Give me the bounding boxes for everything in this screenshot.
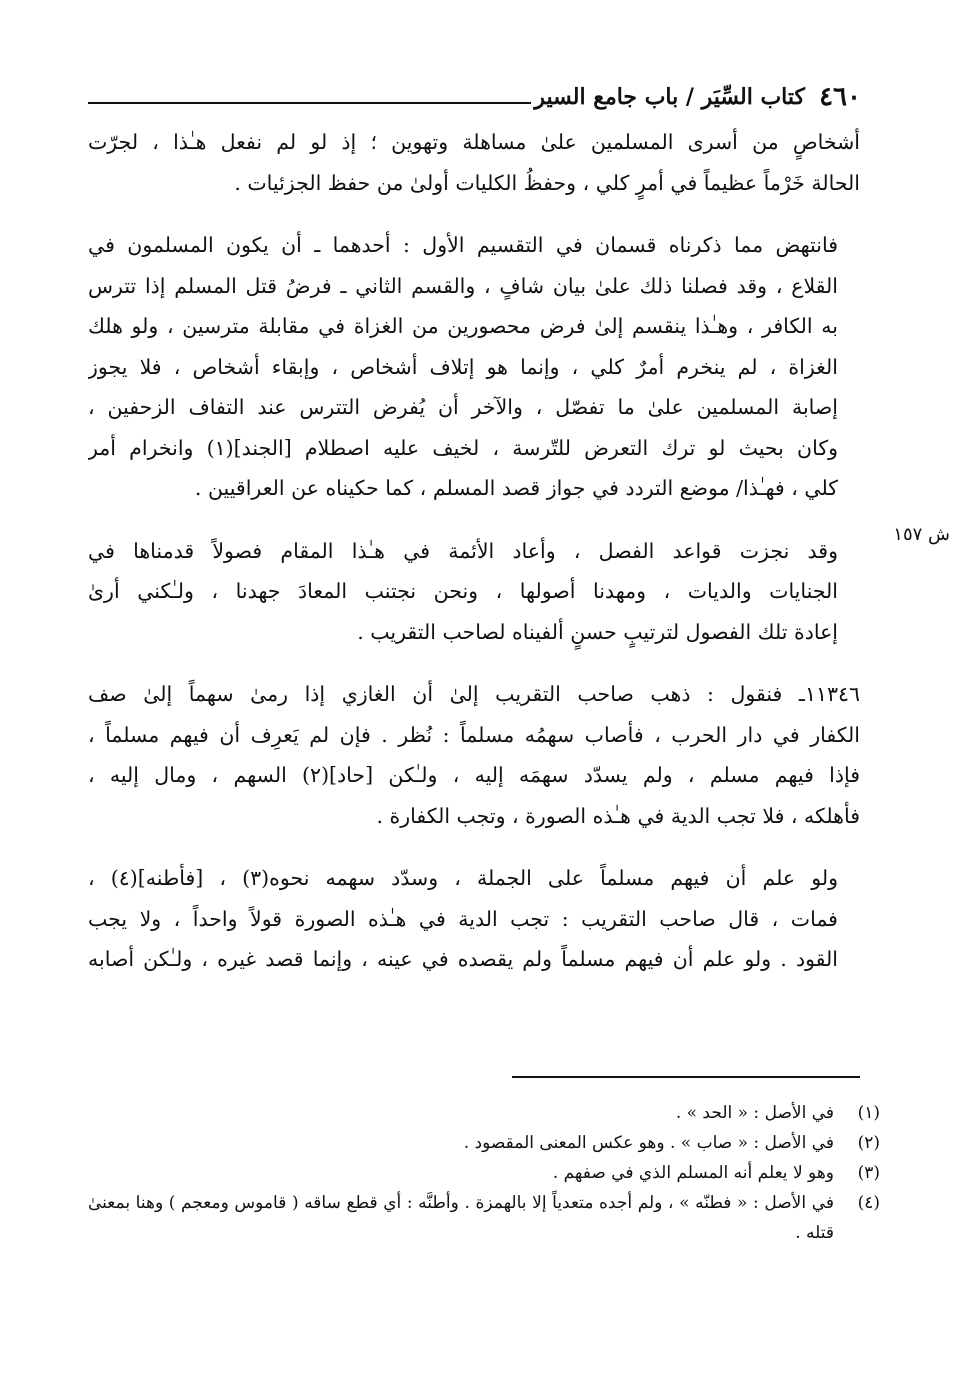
text-line: أشخاصٍ من أسرى المسلمين علىٰ مساهلة وتهوين ؛ إذ لو لم نفعل هـٰذا ، لجرّت <box>88 130 860 154</box>
footnote-number: (١) <box>857 1103 880 1123</box>
text-line: القود . ولو علم أن فيهم مسلماً ولم يقصده في عينه ، وإنما قصد غيره ، ولـٰكن أصابه <box>88 947 838 971</box>
text-line: الكفار في دار الحرب ، فأصاب سهمُه مسلماً : نُظر . فإن لم يَعرِف أن فيهم مسلماً ، <box>88 722 860 747</box>
text-line: فأهلكه ، فلا تجب الدية في هـٰذه الصورة ، وتجب الكفارة . <box>376 803 860 828</box>
footnote-text: في الأصل : « صاب » . وهو عكس المعنى المقصود . <box>463 1133 834 1153</box>
footnote-rule <box>512 1076 860 1078</box>
page-number: ٤٦٠ <box>819 82 861 112</box>
paragraph-3 <box>88 531 860 653</box>
text-line: فإذا فيهم مسلم ، ولم يسدّد سهمَه إليه ، ولـٰكن [حاد](٢) السهم ، ومال إليه ، <box>88 763 860 787</box>
footnote-number: (٣) <box>857 1163 880 1183</box>
footnote-4 <box>88 1188 880 1248</box>
paragraph-1 <box>88 122 860 203</box>
page-header <box>88 78 861 118</box>
footnote-1 <box>88 1098 880 1128</box>
footnote-text: في الأصل : « فطنّه » ، ولم أجده متعدياً إلا بالهمزة . وأطنَّه : أي قطع ساقه ( قاموس ومعجم ) وهنا بمعنىٰ قتله . <box>88 1193 834 1243</box>
text-line: إعادة تلك الفصول لترتيبٍ حسنٍ ألفيناه لصاحب التقريب . <box>357 619 838 644</box>
body-text <box>88 122 860 1002</box>
text-line: كلي ، فهـٰذا/ موضع التردد في جواز قصد المسلم ، كما حكيناه عن العراقيين . <box>194 476 838 500</box>
paragraph-4 <box>88 674 860 836</box>
footnote-text: في الأصل : « الحد » . <box>675 1103 834 1123</box>
text-line: ١١٣٤٦ـ فنقول : ذهب صاحب التقريب إلىٰ أن الغازي إذا رمىٰ سهماً إلىٰ صف <box>88 682 860 706</box>
text-line: الحالة خَرْماً عظيماً في أمرٍ كلي ، وحفظُ الكليات أولىٰ من حفظ الجزئيات . <box>234 170 860 195</box>
footnote-text: وهو لا يعلم أنه المسلم الذي في صفهم . <box>552 1163 834 1183</box>
paragraph-5 <box>88 858 860 980</box>
text-line: وقد نجزت قواعد الفصل ، وأعاد الأئمة في هـٰذا المقام فصولاً قدمناها في <box>88 538 838 563</box>
header-rule <box>88 102 531 104</box>
running-title: كتاب السِّيَر / باب جامع السير <box>534 84 805 110</box>
footnote-number: (٤) <box>857 1193 880 1213</box>
footnote-3 <box>88 1158 880 1188</box>
text-line: به الكافر ، وهـٰذا ينقسم إلىٰ فرض محصورين من الغزاة في مقابلة مترسين ، ولو هلك <box>88 314 838 338</box>
footnote-2 <box>88 1128 880 1158</box>
paragraph-2 <box>88 225 860 509</box>
text-line: فانتهض مما ذكرناه قسمان في التقسيم الأول : أحدهما ـ أن يكون المسلمون في <box>88 233 838 257</box>
text-line: الجنايات والديات ، ومهدنا أصولها ، ونحن نجتنب المعادَ جهدنا ، ولـٰكني أرىٰ <box>88 579 838 603</box>
text-line: وكان بحيث لو ترك التعرض للتّرسة ، لخيف عليه اصطلام [الجند](١) وانخرام أمر <box>88 435 838 460</box>
text-line: الغزاة ، لم ينخرم أمرٌ كلي ، وإنما هو إتلاف أشخاص ، وإبقاء أشخاص ، فلا يجوز <box>88 354 838 379</box>
text-line: فمات ، قال صاحب التقريب : تجب الدية في هـٰذه الصورة قولاً واحداً ، ولا يجب <box>88 906 838 931</box>
text-line: إصابة المسلمين علىٰ ما تفصّل ، والآخر أن يُفرض التترس عند التفاف الزحفين ، <box>88 395 838 419</box>
text-line: القلاع ، وقد فصلنا ذلك علىٰ بيان شافٍ ، والقسم الثاني ـ فرضُ قتل المسلم إذا تترس <box>88 273 838 298</box>
margin-folio-note: ش ١٥٧ <box>893 524 950 545</box>
footnote-number: (٢) <box>857 1133 880 1153</box>
footnotes <box>88 1098 880 1248</box>
text-line: ولو علم أن فيهم مسلماً على الجملة ، وسدّد سهمه نحوه(٣) ، [فأطنه](٤) ، <box>88 866 838 890</box>
